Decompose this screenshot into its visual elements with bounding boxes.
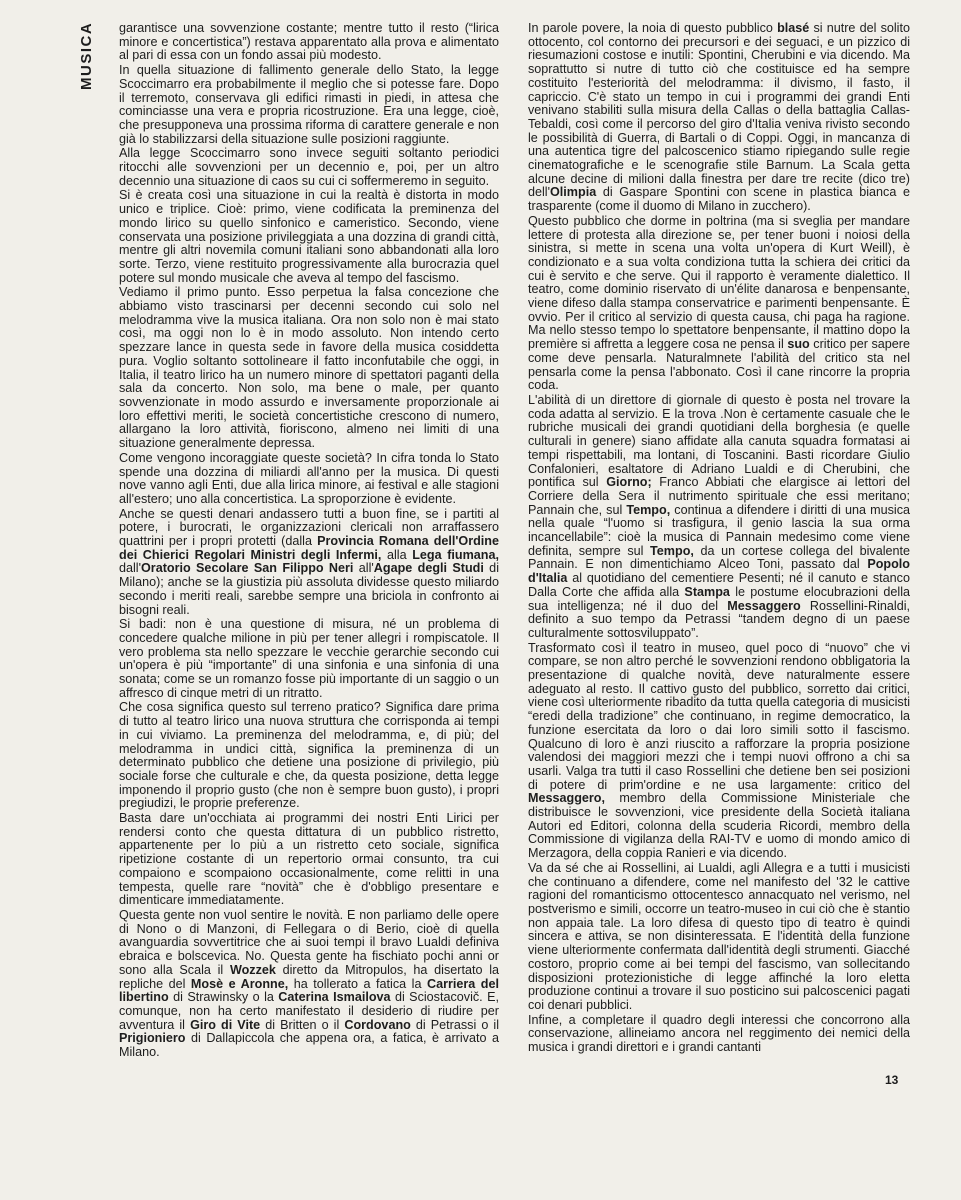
text-run: Questa gente non vuol sentire le novità. E non parliamo delle opere di Nono o di Manzoni, di Fellegara o di Berio, cioè di quella avanguardia sovvertitrice che ai suoi tempi il bravo Lualdi definiva ebraica e bolscevica. No. Questa gente ha fischiato pochi anni or sono alla Scala il (119, 908, 499, 977)
text-run: critico per sapere come deve pensarla. Naturalmnete l'abilità del critico sta nel pensarla come la pensa l'abbonato. Così il cane rincorre la propria coda. (528, 337, 910, 393)
text-run: all' (353, 561, 374, 576)
text-run: Franco Abbiati che elargisce ai lettori del Corriere della Sera il nutrimento spirituale che essi meritano; Pannain che, sul (528, 475, 911, 517)
bold-title: suo (787, 337, 810, 352)
text-run: Basta dare un'occhiata ai programmi dei nostri Enti Lirici per rendersi conto che questa dittatura di un pubblico ristretto, appartenente per lo più a un ristretto ceto sociale, significa ripetizione costante di un repertorio ormai consunto, tra cui compaiono e scompaiono occasionalmente, come relitti in una tempesta, quelle rare “novità” che è d'obbligo presentare e dimenticare immediatamente. (119, 811, 499, 908)
paragraph (119, 452, 499, 507)
section-label: MUSICA (78, 22, 95, 91)
paragraph (119, 286, 499, 450)
bold-title: Oratorio Secolare San Filippo Neri (141, 561, 354, 576)
paragraph (528, 394, 910, 641)
bold-title: Mosè e Aronne, (190, 976, 289, 991)
text-run: In quella situazione di fallimento generale dello Stato, la legge Scoccimarro era probabilmente il meglio che si potesse fare. Dopo il terremoto, conservava gli edifici rimasti in piedi, in attesa che cominciasse una vera e propria ricostruzione. Era una legge, cioè, che presupponeva una prossima riforma di carattere generale e non già lo stabilizzarsi della situazione sulle posizioni raggiunte. (119, 63, 499, 146)
bold-title: Tempo, (626, 502, 671, 517)
bold-title: Agape degli Studi (373, 561, 484, 576)
paragraph (119, 64, 499, 146)
bold-title: Messaggero (727, 598, 801, 613)
bold-title: Caterina Ismailova (278, 990, 391, 1005)
text-run: ha tollerato a fatica la (288, 976, 427, 991)
paragraph (119, 618, 499, 700)
page-number: 13 (885, 1073, 899, 1087)
bold-title: Cordovano (344, 1017, 411, 1032)
text-run: Anche se questi denari andassero tutti a buon fine, se i partiti al potere, i burocrati, le organizzazioni clericali non arraffassero quattrini per i propri protetti (dalla (119, 506, 499, 549)
text-run: In parole povere, la noia di questo pubblico (528, 21, 778, 35)
bold-title: Provincia Romana dell'Ordine dei Chierici Regolari Ministri degli Infermi, (119, 534, 499, 562)
paragraph (528, 642, 910, 861)
text-run: si nutre del solito ottocento, col contorno dei precursori e dei seguaci, e un pizzico di riesumazioni costose e inutili: Spontini, Cherubini e via dicendo. Ma soprattutto si nutre di tutto ciò che costituisce ed ha sempre costituito l'esteriorità del melodramma: il divismo, il fasto, il capriccio. C'è stato un tempo in cui i programmi dei grandi Enti venivano stabiliti sulla misura della Callas o della battaglia Callas-Tebaldi, così come il percorso del giro d'Italia veniva rivisto secondo le possibilità di Guerra, di Bartali o di Coppi. Oggi, in mancanza di una autentica tigre del palcoscenico stiamo ripiegando sulle regie cinematografiche e le scenografie stile Barnum. La Scala getta alcune decine di milioni dalla finestra per dare tre recite (dico tre) dell' (528, 21, 910, 200)
bold-title: Giro di Vite (190, 1017, 261, 1032)
text-run: di Gaspare Spontini con scene in plastica bianca e trasparente (come il duomo di Milano in zucchero). (528, 185, 910, 214)
text-run: membro della Commissione Ministeriale che distribuisce le sovvenzioni, vice presidente della Società italiana Autori ed Editori, colonna della scuderia Ricordi, membro della Commissione di vigilanza della RAI-TV e uomo di mondo amico di Merzagora, della coppia Ranieri e via dicendo. (528, 791, 910, 861)
paragraph (119, 189, 499, 285)
text-run: al quotidiano del cementiere Pesenti; né il canuto e stanco Dalla Corte che affida alla (528, 571, 910, 599)
bold-title: Stampa (684, 584, 730, 599)
text-run: Si badi: non è una questione di misura, né un problema di concedere qualche milione in più per tener allegri i rompiscatole. Il vero problema sta nello spezzare le vecchie gerarchie secondo cui un'opera è più “importante” di una sinfonia e una sinfonia di una sonata; come se un romanzo fosse più importante di un saggio o un affresco di cinque metri di un ritratto. (119, 617, 499, 700)
paragraph (528, 1014, 910, 1055)
left-column (119, 22, 499, 1061)
text-run: Alla legge Scoccimarro sono invece seguiti soltanto periodici ritocchi alle sovvenzioni per un decennio e, poi, per un altro decennio una situazione di caos su cui ci soffermeremo in seguito. (119, 146, 499, 188)
text-run: Questo pubblico che dorme in poltrina (ma si sveglia per mandare lettere di protesta alla direzione se, per tener buoni i noiosi della sinistra, si mette in scena una volta un'opera di Kurt Weill), è condizionato e a sua volta condiziona tutta la schiera dei critici da cui è servito e che serve. Qui il rapporto è veramente dialettico. Il teatro, come dominio riservato di un'élite danarosa e benpensante, viene difeso dalla stampa conservatrice e parimenti benpensante. È ovvio. Per il critico al servizio di questa causa, chi paga ha ragione. Ma nello stesso tempo lo spettatore benpensante, il mattino dopo la première si affretta a leggere cosa ne pensa il (528, 213, 910, 352)
bold-title: Wozzek (229, 962, 276, 977)
text-run: di Petrassi o il (410, 1017, 500, 1032)
bold-title: blasé (777, 21, 810, 35)
text-run: Rossellini-Rinaldi, definito a suo tempo da Petrassi “tandem degno di un paese culturalmente sottosviluppato”. (528, 598, 911, 640)
bold-title: Olimpia (550, 185, 597, 200)
text-run: Trasformato così il teatro in museo, quel poco di “nuovo” che vi compare, se non altro perché le sovvenzioni rendono obbligatoria la presentazione di qualche novità, deve naturalmente essere adeguato al resto. Il cattivo gusto del pubblico, sorretto dai critici, viene così ulteriormente ribadito da tutta quella categoria di musicisti “eredi della tradizione” che continuano, in regime democratico, la funzione esercitata da loro o dai loro simili sotto il fascismo. Qualcuno di loro è anzi riuscito a rafforzare la propria posizione valendosi dei maggiori mezzi che i tempi nuovi offrono a chi sa usarli. Valga tra tutti il caso Rossellini che detiene ben sei posizioni di potere di prim'ordine e ne usa largamente: critico del (528, 640, 910, 792)
text-run: Come vengono incoraggiate queste società? In cifra tonda lo Stato spende una dozzina di miliardi all'anno per la musica. Di questi nove vanno agli Enti, due alla lirica minore, ai festival e alle stagioni all'estero; uno alla concertistica. La sproporzione è evidente. (119, 450, 499, 506)
text-run: di Strawinsky o la (168, 990, 279, 1005)
text-run: Che cosa significa questo sul terreno pratico? Significa dare prima di tutto al teatro lirico una nuova struttura che corrisponda ai tempi in cui viviamo. La preminenza del melodramma, e, di più; del melodramma in undici città, significa la preminenza di un determinato pubblico che detiene una posizione di privilegio, più sociale forse che culturale e che, da questa posizione, detta legge imponendo il proprio gusto (che non è sempre buon gusto), i propri pregiudizi, le proprie preferenze. (119, 700, 499, 811)
text-run: garantisce una sovvenzione costante; mentre tutto il resto (“lirica minore e concertistica”) restava apparentato alla prova e alimentato al pari di essa con un fondo assai più modesto. (119, 21, 499, 63)
text-run: da un cortese collega del bivalente Pannain. E non dimentichiamo Alceo Toni, passato dal (528, 543, 911, 572)
text-run: Si è creata così una situazione in cui la realtà è distorta in modo unico e triplice. Cioè: primo, viene codificata la preminenza del mondo lirico su quello sinfonico e cameristico. Secondo, viene conservata una posizione privileggiata a una dozzina di grandi città, mentre gli altri novemila comuni italiani sono abbandonati alla loro sorte. Terzo, viene restituito progressivamente alla burocrazia quel potere sul mondo musicale che aveva al tempo del fascismo. (119, 188, 499, 285)
paragraph (119, 812, 499, 908)
bold-title: Lega fiumana, (412, 547, 499, 562)
text-run: diretto da Mitropulos, ha disertato la repliche del (119, 962, 499, 991)
bold-title: Messaggero, (528, 791, 605, 806)
paragraph (119, 508, 499, 618)
paragraph (119, 22, 499, 63)
text-run: continua a difendere i diritti di una musica nella quale “l'uomo si trasfigura, il genio lascia la sua orma incancellabile”: cioè la musica di Pannain medesimo come viene definita, sempre sul (528, 502, 910, 558)
paragraph (528, 22, 910, 214)
text-run: Infine, a completare il quadro degli interessi che concorrono alla conservazione, allineiamo ancora nel reggimento dei nemici della musica i grandi direttori e i grandi cantanti (528, 1012, 910, 1055)
text-run: dall' (119, 561, 142, 576)
paragraph (119, 701, 499, 811)
text-run: di Britten o il (260, 1017, 345, 1032)
bold-title: Prigioniero (119, 1031, 186, 1046)
text-run: di Milano); anche se la giustizia più assoluta dividesse questo miliardo secondo i meriti reali, sarebbe sempre una briciola in confronto ai bisogni reali. (119, 561, 499, 617)
text-run: di Sciostacovič. E, comunque, non ha certo manifestato il desiderio di riudire per avventura il (119, 990, 499, 1032)
right-column (528, 22, 910, 1056)
paragraph (119, 909, 499, 1060)
paragraph (119, 147, 499, 188)
bold-title: Tempo, (650, 543, 694, 558)
bold-title: Giorno; (606, 475, 652, 490)
text-run: di Dallapiccola che appena ora, a fatica, è arrivato a Milano. (119, 1031, 499, 1060)
paragraph (528, 215, 910, 393)
text-run: L'abilità di un direttore di giornale di questo è posta nel trovare la coda adatta al servizio. E la trova .Non è certamente casuale che le rubriche musicali dei grandi quotidiani della borghesia (e quelle culturali in genere) siano affidate alla canuta squadra formatasi ai tempi rispettabili, ma lontani, di Toscanini. Basti ricordare Giulio Confalonieri, esaltatore di Adriano Lualdi e di Cherubini, che pontifica sul (528, 392, 910, 490)
text-run: Va da sé che ai Rossellini, ai Lualdi, agli Allegra e a tutti i musicisti che continuano a difendere, come nel manifesto del '32 le cattive ragioni del romanticismo ottocentesco annacquato nel verismo, nel postverismo e simili, occorre un teatro-museo in cui ciò che è stantio non appaia tale. La loro difesa di questo tipo di teatro è quindi sincera e attiva, se non disinteressata. E l'identità della funzione viene ulteriormente confermata dall'identità degli strumenti. Giacché costoro, proprio come ai bei tempi del fascismo, van sollecitando disposizioni protezionistiche di legge affinché la loro eletta produzione continui a trovare il suo posticino sui palcoscenici pagati coi denari pubblici. (528, 860, 910, 1012)
paragraph (528, 862, 910, 1013)
text-run: alla (381, 547, 413, 562)
text-run: le postume elocubrazioni della sua intelligenza; né il duo del (528, 584, 910, 613)
bold-title: Carriera del libertino (119, 976, 499, 1005)
bold-title: Popolo d'Italia (528, 557, 910, 586)
text-run: Vediamo il primo punto. Esso perpetua la falsa concezione che abbiamo visto trascinarsi per decenni secondo cui solo nel melodramma vive la musica italiana. Ora non solo non è mai stato così, ma oggi non lo è in modo assoluto. Non intendo certo spezzare lance in questa sede in favore della musica cosiddetta pura. Voglio soltanto sottolineare il fatto inconfutabile che oggi, in Italia, il teatro lirico ha un numero minore di spettatori paganti della sala da concerto. Non solo, ma bene o male, per quanto sovvenzionate in modo assurdo e inversamente proporzionale ai loro effettivi meriti, le società concertistiche crescono di numero, allargano la loro attività, fioriscono, almeno nei limiti di una situazione generalmente depressa. (119, 285, 499, 451)
